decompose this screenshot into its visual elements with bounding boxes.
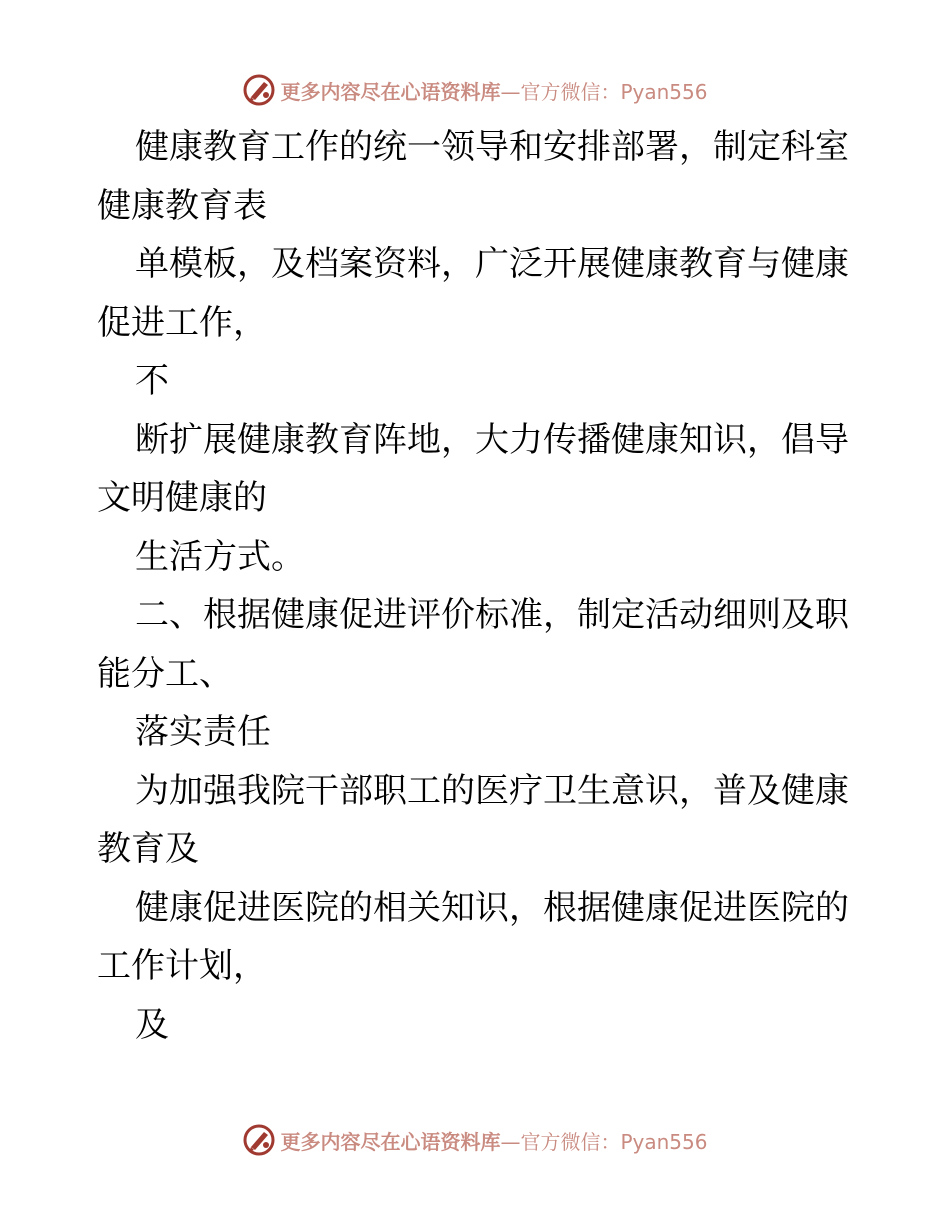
paragraph-8: 为加强我院干部职工的医疗卫生意识，普及健康教育及	[97, 770, 849, 869]
footer-banner-main: 更多内容尽在心语资料库	[280, 1129, 501, 1154]
header-watermark-banner	[0, 68, 950, 112]
header-banner-suffix: —官方微信：Pyan556	[500, 79, 708, 104]
footer-banner-suffix: —官方微信：Pyan556	[500, 1129, 708, 1154]
footer-banner-text	[280, 1126, 707, 1155]
paragraph-2: 单模板，及档案资料，广泛开展健康教育与健康促进工作，	[97, 244, 849, 343]
paragraph-1: 健康教育工作的统一领导和安排部署，制定科室健康教育表	[97, 127, 849, 226]
header-banner-text	[280, 76, 707, 105]
document-body	[97, 118, 857, 1054]
brand-logo-icon	[242, 1123, 276, 1157]
paragraph-4: 断扩展健康教育阵地，大力传播健康知识，倡导文明健康的	[97, 419, 849, 518]
header-banner-main: 更多内容尽在心语资料库	[280, 79, 501, 104]
brand-logo-icon	[242, 73, 276, 107]
paragraph-10: 及	[135, 1004, 169, 1045]
paragraph-7: 落实责任	[135, 712, 271, 752]
footer-watermark-banner	[0, 1118, 950, 1162]
paragraph-5: 生活方式。	[135, 536, 305, 577]
paragraph-9: 健康促进医院的相关知识，根据健康促进医院的工作计划，	[97, 887, 849, 986]
paragraph-3: 不	[135, 361, 169, 401]
paragraph-6: 二、根据健康促进评价标准，制定活动细则及职能分工、	[97, 595, 849, 694]
